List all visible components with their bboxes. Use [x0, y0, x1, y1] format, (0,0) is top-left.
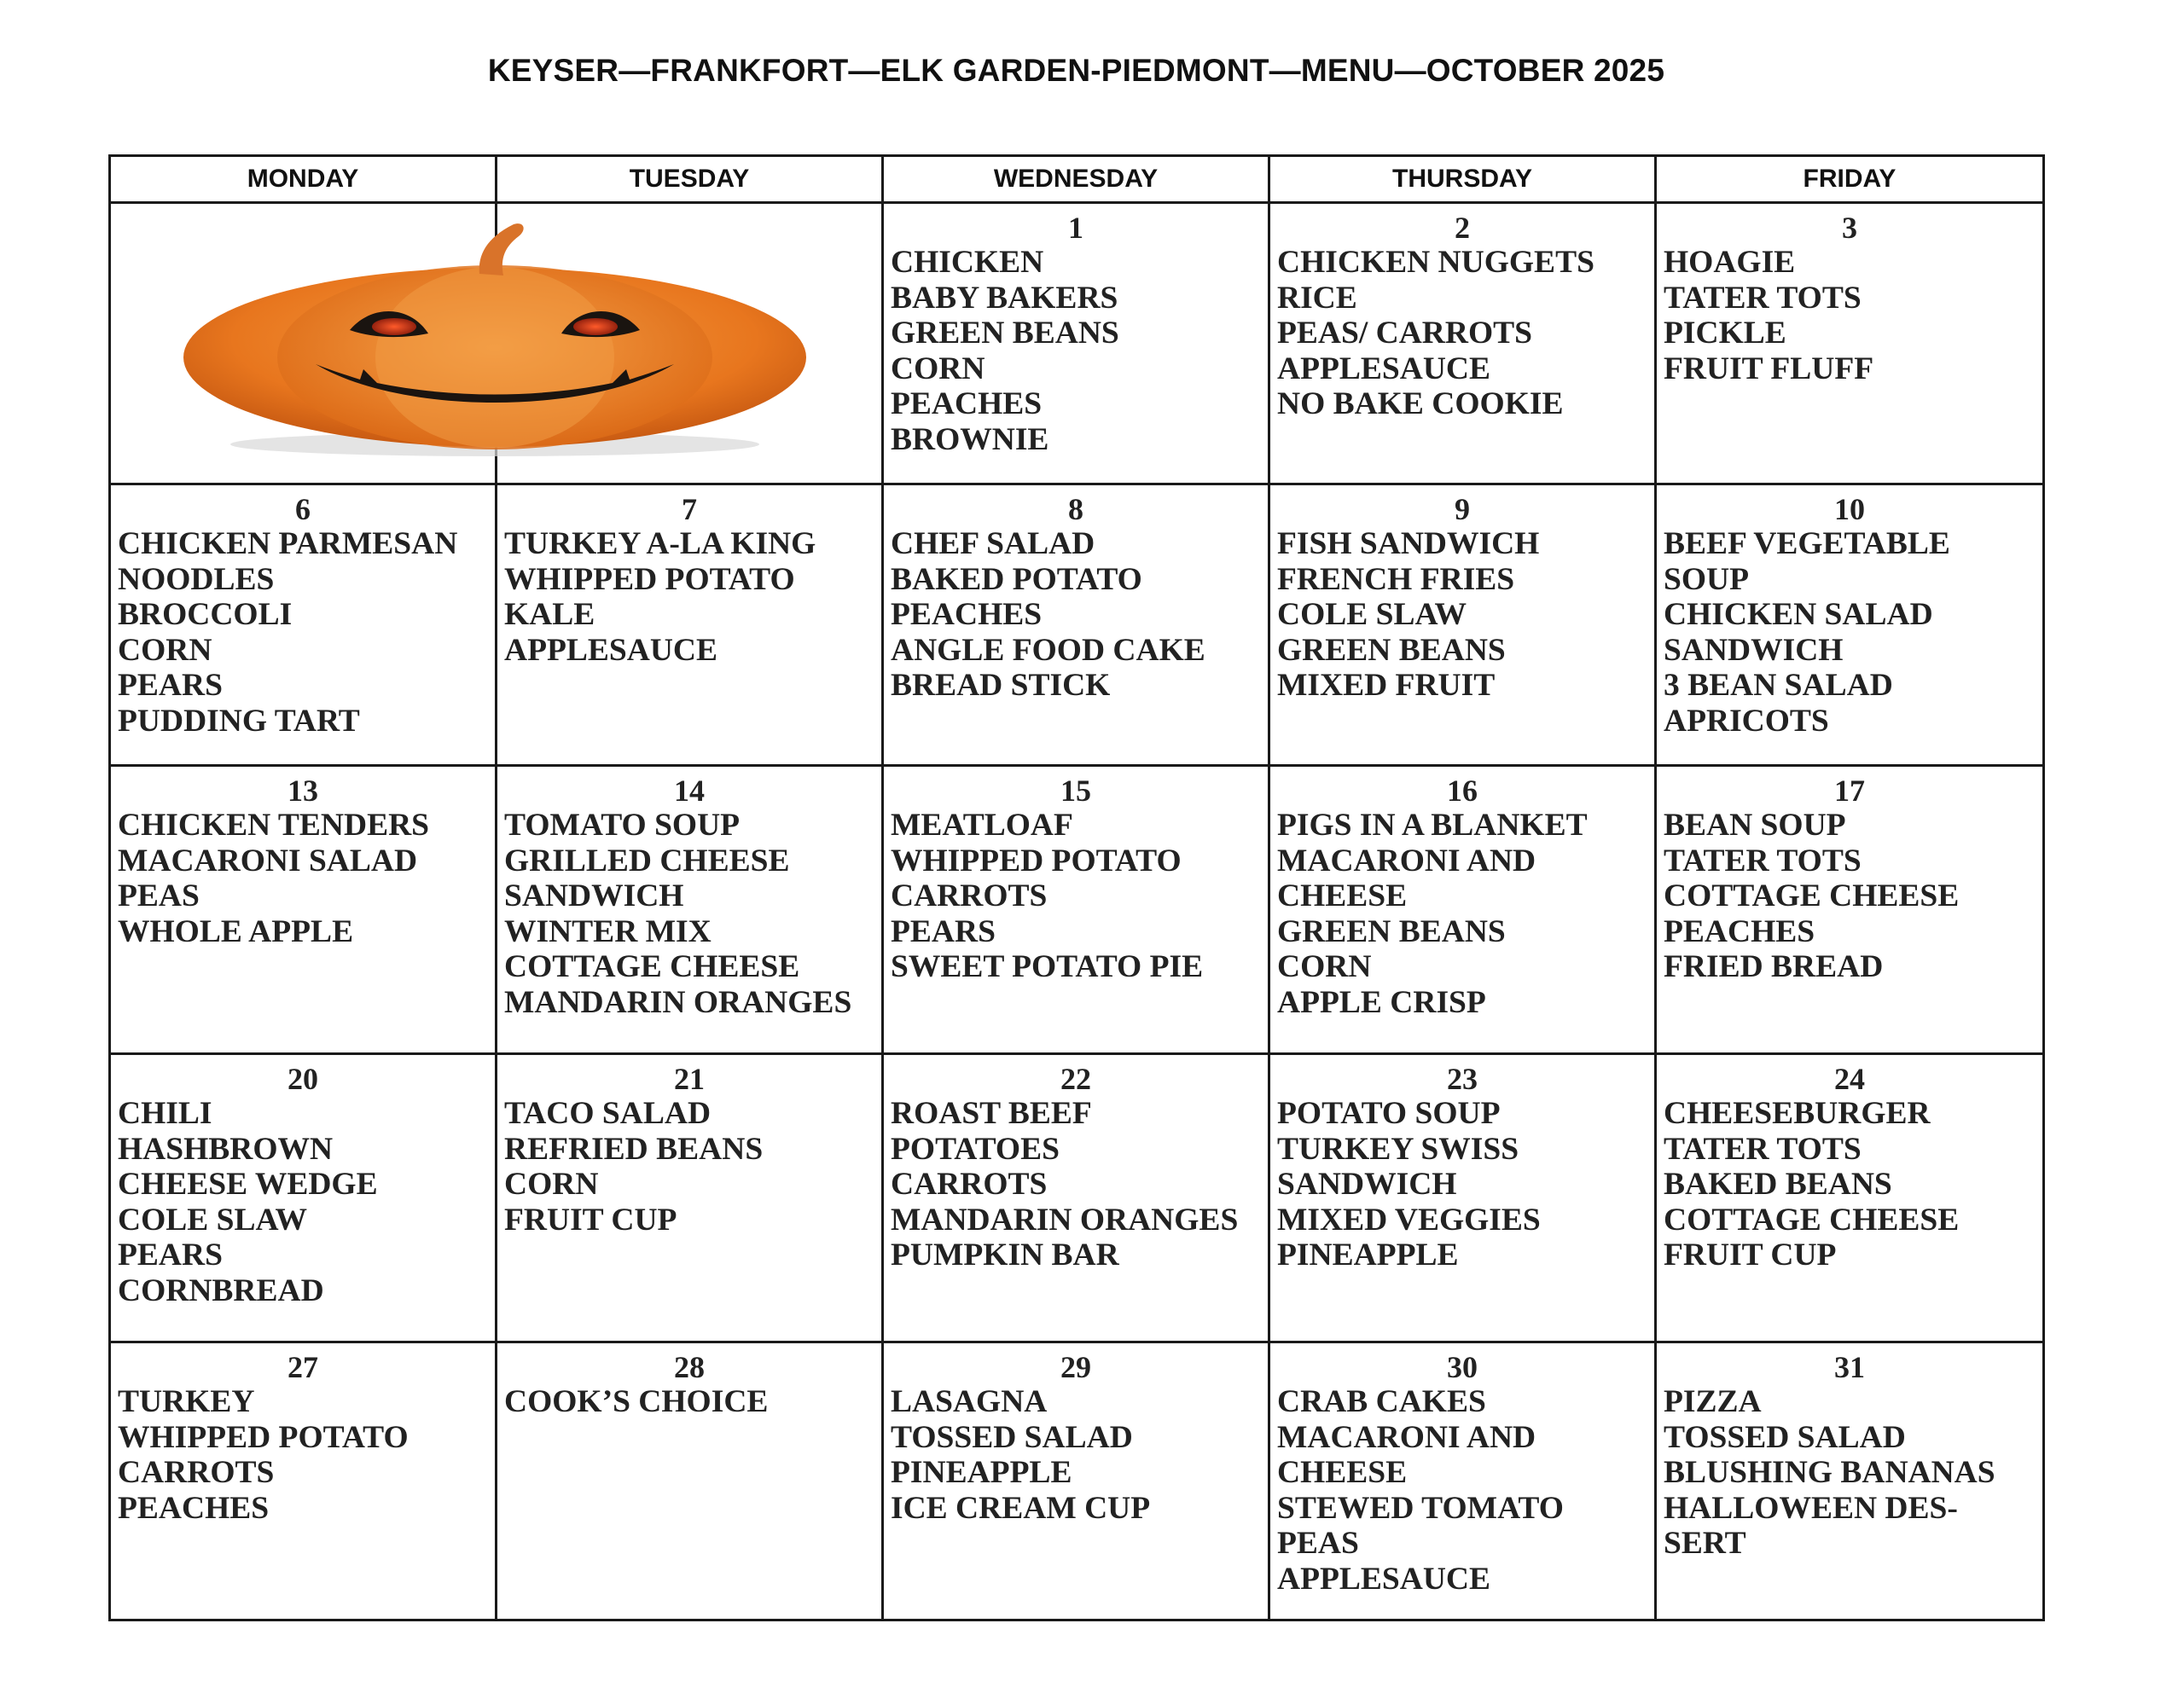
day-cell	[883, 484, 1269, 766]
menu-item: MEATLOAF	[891, 808, 1073, 843]
menu-item: BAKED BEANS	[1664, 1167, 1892, 1202]
menu-item: GREEN BEANS	[1277, 632, 1506, 668]
menu-item: COTTAGE CHEESE	[504, 949, 800, 984]
day-number: 22	[1060, 1062, 1091, 1096]
menu-item: CHEESE	[1277, 878, 1408, 913]
day-number: 6	[295, 492, 311, 526]
menu-item: CARROTS	[118, 1455, 275, 1490]
menu-item: TATER TOTS	[1664, 280, 1862, 316]
menu-item: BEAN SOUP	[1664, 808, 1846, 843]
day-number: 28	[674, 1350, 705, 1384]
menu-item-list	[1657, 808, 2042, 985]
menu-item: WHIPPED POTATO	[504, 561, 795, 597]
menu-item: HASHBROWN	[118, 1131, 334, 1167]
day-cell	[883, 1054, 1269, 1342]
day-number: 31	[1834, 1350, 1865, 1384]
day-cell	[497, 1342, 883, 1620]
menu-item: PEACHES	[1664, 913, 1815, 949]
menu-item: PEACHES	[891, 597, 1043, 632]
menu-item: TURKEY SWISS	[1277, 1131, 1519, 1167]
menu-item: CHICKEN SALAD	[1664, 597, 1933, 632]
menu-item: FISH SANDWICH	[1277, 526, 1540, 561]
day-number: 29	[1060, 1350, 1091, 1384]
menu-item-list	[111, 526, 495, 739]
day-cell	[110, 1054, 497, 1342]
menu-item: NO BAKE COOKIE	[1277, 386, 1564, 421]
menu-item: ROAST BEEF	[891, 1096, 1092, 1131]
day-number: 8	[1068, 492, 1083, 526]
day-number: 13	[288, 774, 318, 808]
day-cell	[1269, 203, 1656, 484]
header-monday: MONDAY	[110, 156, 497, 203]
menu-item: PEARS	[118, 668, 223, 703]
week-row-3	[110, 766, 2044, 1054]
menu-item: BAKED POTATO	[891, 561, 1142, 597]
menu-item: MACARONI AND	[1277, 1419, 1536, 1455]
menu-item: CORN	[1277, 949, 1372, 984]
menu-item: PINEAPPLE	[891, 1455, 1072, 1490]
menu-item: KALE	[504, 597, 595, 632]
menu-item: CHEESE	[1277, 1455, 1408, 1490]
header-thursday: THURSDAY	[1269, 156, 1656, 203]
menu-item: COTTAGE CHEESE	[1664, 878, 1960, 913]
menu-item: PUDDING TART	[118, 703, 360, 739]
menu-item: GREEN BEANS	[1277, 913, 1506, 949]
menu-item-list	[884, 808, 1268, 985]
menu-item: GREEN BEANS	[891, 316, 1119, 351]
menu-item: SANDWICH	[1277, 1167, 1457, 1202]
day-number: 16	[1447, 774, 1478, 808]
menu-item: RICE	[1277, 280, 1357, 316]
menu-item: CORN	[118, 632, 212, 668]
menu-item: MANDARIN ORANGES	[891, 1202, 1239, 1238]
day-number: 20	[288, 1062, 318, 1096]
day-number: 15	[1060, 774, 1091, 808]
day-number: 1	[1068, 211, 1083, 245]
menu-item-list	[884, 526, 1268, 704]
day-cell	[110, 766, 497, 1054]
menu-item: SWEET POTATO PIE	[891, 949, 1204, 984]
menu-item: FRUIT CUP	[1664, 1238, 1837, 1272]
day-cell	[1656, 203, 2044, 484]
menu-item: WHOLE APPLE	[118, 913, 354, 949]
menu-item: WHIPPED POTATO	[891, 843, 1182, 878]
menu-item: COOK’S CHOICE	[504, 1384, 769, 1419]
menu-item: PEAS/ CARROTS	[1277, 316, 1533, 351]
menu-item-list	[1270, 526, 1654, 704]
menu-item: ICE CREAM CUP	[891, 1490, 1151, 1526]
day-cell	[1269, 1342, 1656, 1620]
menu-item: TOMATO SOUP	[504, 808, 741, 843]
menu-item: COTTAGE CHEESE	[1664, 1202, 1960, 1238]
day-number: 2	[1455, 211, 1470, 245]
menu-item-list	[1270, 1096, 1654, 1273]
menu-item: MIXED FRUIT	[1277, 668, 1496, 703]
day-number: 7	[682, 492, 697, 526]
day-cell	[1656, 484, 2044, 766]
menu-item: CHICKEN PARMESAN	[118, 526, 458, 561]
menu-item-list	[1657, 245, 2042, 386]
day-number: 30	[1447, 1350, 1478, 1384]
menu-item: CHICKEN	[891, 245, 1044, 280]
menu-item: COLE SLAW	[118, 1202, 307, 1238]
menu-item: MIXED VEGGIES	[1277, 1202, 1541, 1238]
day-cell	[883, 766, 1269, 1054]
menu-item: TATER TOTS	[1664, 1131, 1862, 1167]
empty-day-cell	[110, 203, 497, 484]
menu-item: HALLOWEEN DES-	[1664, 1490, 1958, 1526]
day-cell	[497, 1054, 883, 1342]
menu-item: CHEF SALAD	[891, 526, 1095, 561]
menu-item: TATER TOTS	[1664, 843, 1862, 878]
menu-item: WINTER MIX	[504, 913, 712, 949]
menu-item: CHILI	[118, 1096, 212, 1131]
menu-item-list	[1270, 808, 1654, 1020]
menu-item-list	[884, 245, 1268, 457]
week-row-1	[110, 203, 2044, 484]
menu-item: CARROTS	[891, 878, 1048, 913]
menu-calendar	[108, 154, 2045, 1621]
menu-item: SERT	[1664, 1526, 1746, 1561]
day-cell	[497, 484, 883, 766]
menu-item: CORNBREAD	[118, 1272, 324, 1308]
day-cell	[883, 203, 1269, 484]
menu-item: PIGS IN A BLANKET	[1277, 808, 1588, 843]
day-number: 10	[1834, 492, 1865, 526]
menu-item: FRUIT FLUFF	[1664, 351, 1874, 386]
menu-item-list	[497, 1384, 881, 1420]
menu-item: PINEAPPLE	[1277, 1238, 1459, 1272]
menu-item: PEARS	[118, 1238, 223, 1272]
menu-item-list	[1657, 526, 2042, 739]
week-row-2	[110, 484, 2044, 766]
menu-item: BABY BAKERS	[891, 280, 1118, 316]
menu-item: BROWNIE	[891, 421, 1049, 457]
menu-item: TOSSED SALAD	[1664, 1419, 1906, 1455]
menu-item: MANDARIN ORANGES	[504, 984, 852, 1020]
menu-item: FRIED BREAD	[1664, 949, 1884, 984]
day-number: 27	[288, 1350, 318, 1384]
menu-item: WHIPPED POTATO	[118, 1419, 409, 1455]
menu-item: PEAS	[118, 878, 200, 913]
menu-item-list	[111, 1096, 495, 1308]
menu-item: FRUIT CUP	[504, 1202, 677, 1238]
menu-item: 3 BEAN SALAD	[1664, 668, 1893, 703]
menu-item: SANDWICH	[1664, 632, 1844, 668]
menu-item: APPLE CRISP	[1277, 984, 1486, 1020]
menu-item: BROCCOLI	[118, 597, 293, 632]
weekday-header-row	[110, 156, 2044, 203]
menu-item: CORN	[891, 351, 985, 386]
menu-item: COLE SLAW	[1277, 597, 1467, 632]
menu-item: PEACHES	[891, 386, 1043, 421]
menu-item: APPLESAUCE	[1277, 1561, 1491, 1597]
menu-item: APPLESAUCE	[504, 632, 718, 668]
day-number: 21	[674, 1062, 705, 1096]
day-number: 24	[1834, 1062, 1865, 1096]
menu-item-list	[111, 808, 495, 949]
day-cell	[110, 1342, 497, 1620]
menu-item: TURKEY A-LA KING	[504, 526, 816, 561]
day-number: 9	[1455, 492, 1470, 526]
menu-item: CARROTS	[891, 1167, 1048, 1202]
menu-item-list	[1657, 1384, 2042, 1562]
menu-item: APPLESAUCE	[1277, 351, 1491, 386]
menu-item: PEARS	[891, 913, 996, 949]
header-wednesday: WEDNESDAY	[883, 156, 1269, 203]
day-number: 14	[674, 774, 705, 808]
day-cell	[1656, 1054, 2044, 1342]
menu-item-list	[1270, 1384, 1654, 1597]
day-cell	[1656, 1342, 2044, 1620]
menu-item: SOUP	[1664, 561, 1750, 597]
menu-item: MACARONI SALAD	[118, 843, 418, 878]
menu-item-list	[497, 1096, 881, 1238]
header-tuesday: TUESDAY	[497, 156, 883, 203]
menu-item: PIZZA	[1664, 1384, 1762, 1419]
week-row-4	[110, 1054, 2044, 1342]
menu-item-list	[111, 1384, 495, 1526]
week-row-5	[110, 1342, 2044, 1620]
menu-item: TURKEY	[118, 1384, 255, 1419]
menu-item: ANGLE FOOD CAKE	[891, 632, 1205, 668]
menu-item: FRENCH FRIES	[1277, 561, 1515, 597]
menu-item-list	[497, 526, 881, 668]
menu-item: STEWED TOMATO	[1277, 1490, 1564, 1526]
day-number: 17	[1834, 774, 1865, 808]
menu-item: PICKLE	[1664, 316, 1786, 351]
header-friday: FRIDAY	[1656, 156, 2044, 203]
menu-item-list	[884, 1384, 1268, 1526]
menu-item: GRILLED CHEESE	[504, 843, 790, 878]
day-cell	[883, 1342, 1269, 1620]
menu-item: CHEESE WEDGE	[118, 1167, 378, 1202]
menu-item: SANDWICH	[504, 878, 684, 913]
menu-item: BLUSHING BANANAS	[1664, 1455, 1995, 1490]
menu-item-list	[1657, 1096, 2042, 1273]
menu-item: PUMPKIN BAR	[891, 1238, 1119, 1272]
day-number: 3	[1842, 211, 1857, 245]
menu-item: PEAS	[1277, 1526, 1359, 1561]
page-title: KEYSER—FRANKFORT—ELK GARDEN-PIEDMONT—MENU—OCTOBER 2025	[487, 53, 1665, 88]
pumpkin-icon	[179, 221, 810, 460]
menu-item: REFRIED BEANS	[504, 1131, 764, 1167]
menu-item: NOODLES	[118, 561, 275, 597]
menu-item: CHICKEN TENDERS	[118, 808, 430, 843]
menu-item-list	[884, 1096, 1268, 1273]
menu-item: CORN	[504, 1167, 599, 1202]
day-cell	[1269, 1054, 1656, 1342]
day-cell	[110, 484, 497, 766]
day-cell	[1269, 484, 1656, 766]
day-cell	[1269, 766, 1656, 1054]
menu-item-list	[1270, 245, 1654, 422]
menu-item: MACARONI AND	[1277, 843, 1536, 878]
menu-item: BREAD STICK	[891, 668, 1111, 703]
menu-item: CHEESEBURGER	[1664, 1096, 1931, 1131]
day-cell	[1656, 766, 2044, 1054]
day-number: 23	[1447, 1062, 1478, 1096]
menu-item: CRAB CAKES	[1277, 1384, 1486, 1419]
menu-item: POTATOES	[891, 1131, 1060, 1167]
day-cell	[497, 766, 883, 1054]
menu-item: POTATO SOUP	[1277, 1096, 1501, 1131]
menu-item: CHICKEN NUGGETS	[1277, 245, 1594, 280]
menu-item: TOSSED SALAD	[891, 1419, 1133, 1455]
menu-item: BEEF VEGETABLE	[1664, 526, 1950, 561]
menu-item: LASAGNA	[891, 1384, 1048, 1419]
menu-item-list	[497, 808, 881, 1020]
menu-item: APRICOTS	[1664, 703, 1829, 739]
menu-item: TACO SALAD	[504, 1096, 712, 1131]
menu-item: HOAGIE	[1664, 245, 1796, 280]
menu-item: PEACHES	[118, 1490, 270, 1526]
